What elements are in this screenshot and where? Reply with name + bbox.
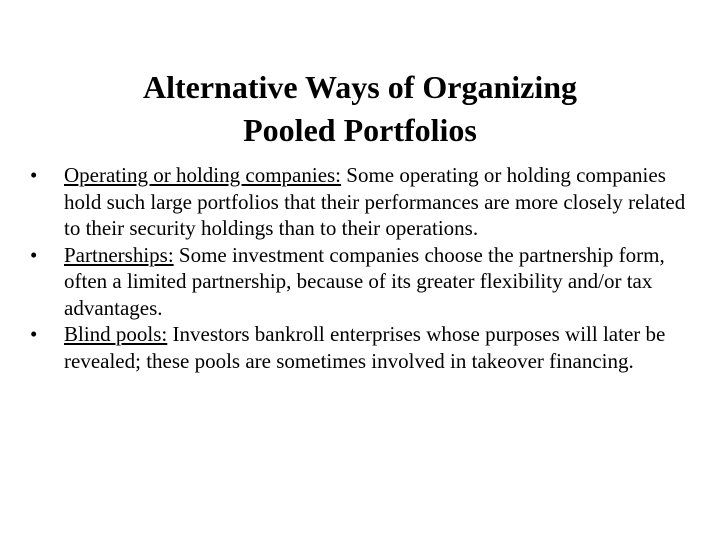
bullet-dot-icon: •	[30, 242, 38, 267]
bullet-list	[30, 162, 700, 374]
title-line-2: Pooled Portfolios	[243, 112, 477, 148]
bullet-term: Partnerships:	[64, 242, 174, 267]
title-line-1: Alternative Ways of Organizing	[142, 69, 578, 105]
bullet-text: Investors bankroll enterprises whose purposes will later be revealed; these pools are sometimes involved in takeover financing.	[64, 322, 666, 373]
bullet-term: Operating or holding companies:	[64, 163, 342, 187]
bullet-item-blind-pools	[30, 321, 700, 374]
bullet-text: Some operating or holding companies hold such large portfolios that their performances are more closely related to their security holdings than to their operations.	[64, 163, 686, 240]
bullet-dot-icon: •	[30, 322, 38, 346]
bullet-text: Some investment companies choose the partnership form, often a limited partnership, because of its greater flexibility and/or tax advantages.	[64, 242, 665, 320]
bullet-term: Blind pools:	[64, 322, 168, 346]
bullet-item-partnerships	[30, 242, 700, 322]
bullet-dot-icon: •	[30, 163, 38, 187]
slide-title	[60, 66, 660, 152]
bullet-item-operating-holding	[30, 162, 700, 242]
